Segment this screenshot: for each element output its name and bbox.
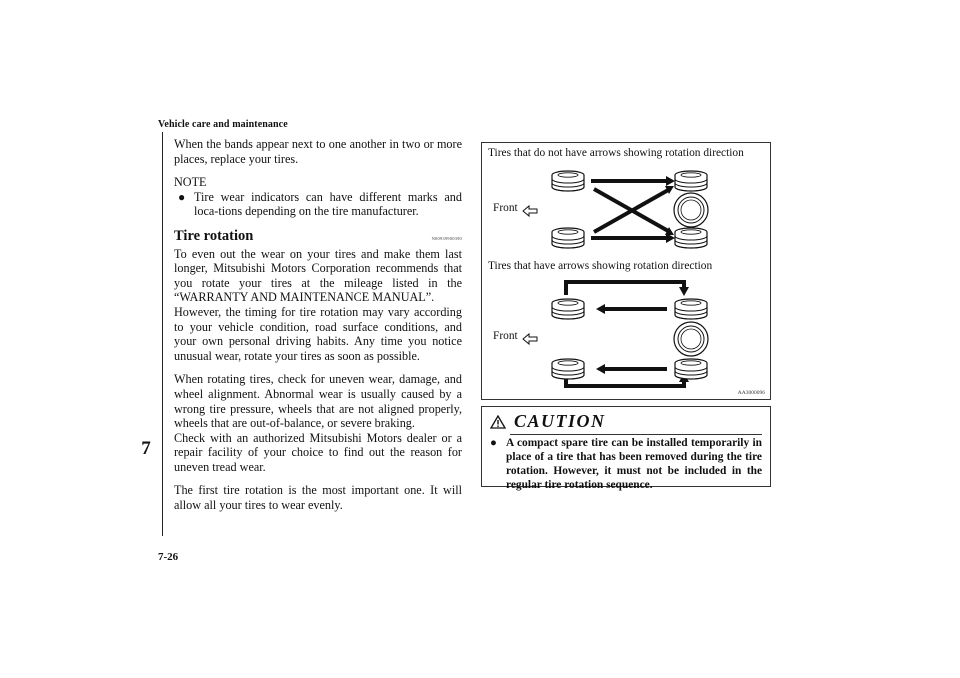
tire-icon — [552, 228, 584, 248]
spare-tire-icon — [674, 322, 708, 356]
note-item — [174, 190, 462, 219]
chapter-tab: 7 — [141, 438, 151, 459]
bullet-icon: ● — [178, 189, 186, 204]
tire-icon — [552, 299, 584, 319]
section-title: Tire rotation — [174, 227, 254, 244]
figure-caption-nondirectional: Tires that do not have arrows showing rotation direction — [488, 147, 744, 159]
chapter-divider — [162, 132, 163, 536]
caution-header — [490, 411, 606, 432]
bullet-icon: ● — [490, 437, 497, 449]
page-number: 7-26 — [158, 551, 179, 563]
intro-paragraph: When the bands appear next to one another in two or more places, replace your tires. — [174, 137, 462, 166]
paragraph-check: When rotating tires, check for uneven wear, damage, and wheel alignment. Abnormal wear is usually caused by a wrong tire pressure, wheels that are not aligned properly, wheels that are out-of-balance, or severe braking. — [174, 372, 462, 431]
page-header: Vehicle care and maintenance — [158, 119, 288, 130]
tire-icon — [675, 228, 707, 248]
caution-title: CAUTION — [514, 411, 606, 431]
warning-triangle-icon — [490, 415, 506, 429]
tire-rotation-figure — [481, 142, 771, 400]
section-heading — [174, 229, 462, 247]
tire-diagram — [482, 143, 772, 401]
paragraph-timing: However, the timing for tire rotation may vary according to your vehicle condition, road surface conditions, and your own personal driving habits. Any time you notice unusual wear, rotate your tires as soon as possible. — [174, 304, 462, 363]
caution-divider — [510, 434, 762, 435]
cross-rotation-arrows — [591, 176, 675, 243]
front-label-top: Front — [493, 202, 518, 214]
tire-icon — [675, 299, 707, 319]
front-label-bottom: Front — [493, 330, 518, 342]
tire-icon — [675, 359, 707, 379]
figure-caption-directional: Tires that have arrows showing rotation direction — [488, 260, 713, 272]
paragraph-dealer: Check with an authorized Mitsubishi Motors dealer or a repair facility of your choice to find out the reason for uneven tread wear. — [174, 430, 462, 474]
front-arrow-icon — [523, 206, 537, 216]
front-arrow-icon — [523, 334, 537, 344]
spare-tire-icon — [674, 193, 708, 227]
caution-item — [490, 436, 762, 492]
note-item-text: Tire wear indicators can have different marks and loca-tions depending on the tire manufacturer. — [194, 189, 462, 219]
tire-icon — [552, 359, 584, 379]
section-code: N00939900390 — [431, 235, 462, 241]
paragraph-first-rotation: The first tire rotation is the most important one. It will allow all your tires to wear evenly. — [174, 483, 462, 513]
tire-icon — [675, 171, 707, 191]
tire-icon — [552, 171, 584, 191]
caution-item-text: A compact spare tire can be installed temporarily in place of a tire that has been removed during the tire rotation. However, it must not be included in the regular tire rotation sequence. — [506, 437, 762, 491]
caution-box — [481, 406, 771, 491]
note-label: NOTE — [174, 175, 207, 190]
figure-code: AA3000096 — [737, 390, 765, 396]
main-text-column — [174, 137, 462, 513]
paragraph-recommendation: To even out the wear on your tires and make them last longer, Mitsubishi Motors Corporation recommends that you rotate your tires at the mileage listed in the “WARRANTY AND MAINTENANCE MANUAL”. — [174, 246, 462, 305]
